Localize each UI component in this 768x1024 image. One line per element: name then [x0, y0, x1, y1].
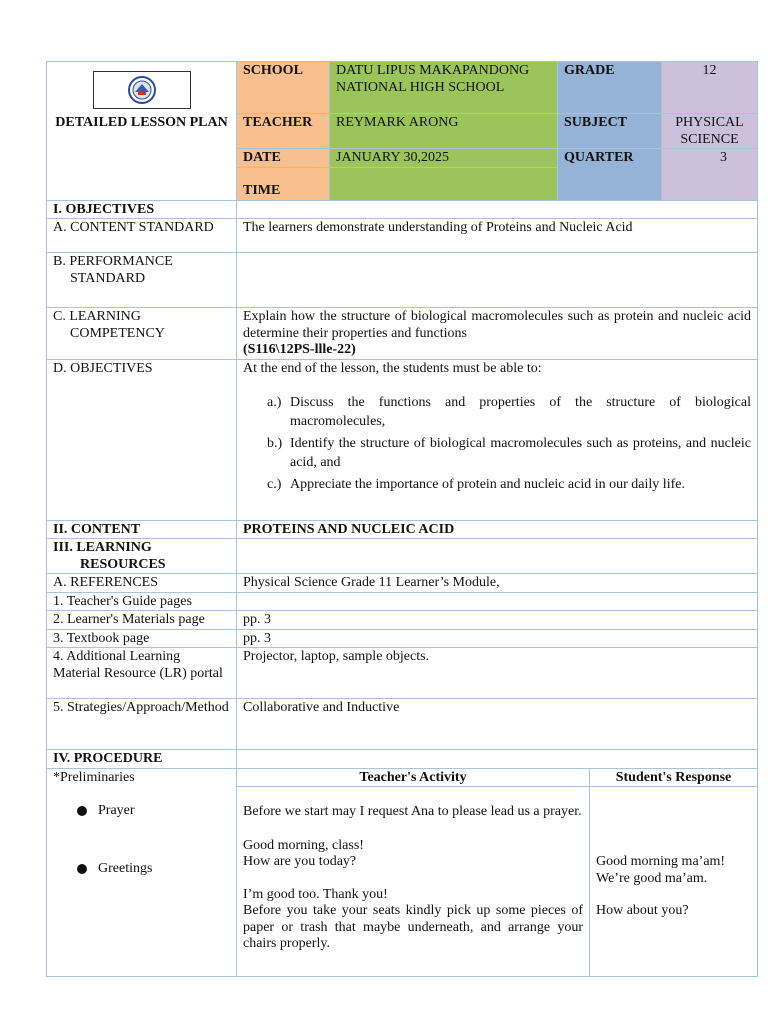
teacher-greet-1: Good morning, class!: [243, 837, 364, 853]
teacher-activity-header: Teacher's Activity: [237, 768, 590, 787]
time-label: TIME: [237, 167, 330, 200]
quarter-value: 3: [662, 149, 758, 201]
performance-standard-value: [237, 253, 758, 308]
student-greet-1: Good morning ma’am!: [596, 854, 726, 869]
content-standard-value: The learners demonstrate understanding of Proteins and Nucleic Acid: [237, 219, 758, 253]
lesson-plan-table: [46, 61, 758, 977]
teacher-activity-cell: [237, 787, 590, 977]
greetings-item: Greetings: [53, 861, 230, 878]
objectives-intro: At the end of the lesson, the students must be able to:: [243, 360, 542, 376]
subject-value: PHYSICAL SCIENCE: [662, 114, 758, 149]
teachers-guide-label: 1. Teacher's Guide pages: [47, 592, 237, 611]
teacher-greet-2: How are you today?: [243, 854, 357, 869]
lr-portal-label: 4. Additional Learning Material Resource (LR) portal: [47, 648, 237, 699]
student-response-cell: [590, 787, 758, 977]
content-value: PROTEINS AND NUCLEIC ACID: [237, 520, 758, 539]
student-greet-2: We’re good ma’am.: [596, 870, 708, 886]
preliminaries-cell: [47, 768, 237, 977]
objectives-heading-blank: [237, 200, 758, 219]
bullet-icon: [77, 864, 87, 874]
quarter-label: QUARTER: [558, 149, 662, 201]
teacher-prayer-text: Before we start may I request Ana to please lead us a prayer.: [243, 804, 582, 819]
list-item: b.) Identify the structure of biological macromolecules such as proteins, and nucleic acid, and: [267, 436, 751, 470]
student-response-header: Student's Response: [590, 768, 758, 787]
time-value: [330, 167, 558, 200]
procedure-heading: IV. PROCEDURE: [47, 750, 237, 769]
references-value: Physical Science Grade 11 Learner’s Module,: [237, 574, 758, 593]
learning-competency-value: Explain how the structure of biological macromolecules such as protein and nucleic acid determine their properties and functions (S116\12PS-llle-22): [237, 308, 758, 360]
school-value: DATU LIPUS MAKAPANDONG NATIONAL HIGH SCHOOL: [330, 62, 558, 114]
procedure-heading-blank: [237, 750, 758, 769]
lesson-plan-page: [46, 61, 757, 977]
learners-materials-value: pp. 3: [237, 611, 758, 630]
date-value: JANUARY 30,2025: [330, 149, 558, 168]
textbook-label: 3. Textbook page: [47, 629, 237, 648]
teacher-reply-2: Before you take your seats kindly pick up some pieces of paper or trash that maybe underneath, and arrange your chairs properly.: [243, 903, 583, 951]
grade-value: 12: [662, 62, 758, 114]
list-item: a.) Discuss the functions and properties of the structure of biological macromolecules,: [267, 395, 751, 429]
page-title: DETAILED LESSON PLAN: [55, 115, 228, 130]
textbook-value: pp. 3: [237, 629, 758, 648]
teacher-reply-1: I’m good too. Thank you!: [243, 886, 388, 902]
competency-code: (S116\12PS-llle-22): [243, 342, 356, 357]
objectives-label: D. OBJECTIVES: [47, 359, 237, 520]
date-label: DATE: [237, 149, 330, 168]
content-label: II. CONTENT: [47, 520, 237, 539]
objectives-list-cell: [237, 359, 758, 520]
objectives-list: [243, 393, 751, 494]
learning-competency-label: C. LEARNING COMPETENCY: [47, 308, 237, 360]
content-standard-label: A. CONTENT STANDARD: [47, 219, 237, 253]
teachers-guide-value: [237, 592, 758, 611]
seal-icon: [118, 75, 166, 105]
resources-heading-blank: [237, 539, 758, 574]
resources-heading: III. LEARNING RESOURCES: [47, 539, 237, 574]
list-item: c.) Appreciate the importance of protein and nucleic acid in our daily life.: [267, 477, 685, 492]
subject-label: SUBJECT: [558, 114, 662, 149]
learners-materials-label: 2. Learner's Materials page: [47, 611, 237, 630]
teacher-label: TEACHER: [237, 114, 330, 149]
lr-portal-value: Projector, laptop, sample objects.: [237, 648, 758, 699]
grade-label: GRADE: [558, 62, 662, 114]
header-title-cell: [47, 62, 237, 201]
objectives-heading: I. OBJECTIVES: [47, 200, 237, 219]
prayer-item: Prayer: [53, 803, 230, 820]
strategies-label: 5. Strategies/Approach/Method: [47, 699, 237, 750]
preliminaries-label: *Preliminaries: [53, 769, 135, 785]
student-reply: How about you?: [596, 903, 689, 918]
school-label: SCHOOL: [237, 62, 330, 114]
references-label: A. REFERENCES: [47, 574, 237, 593]
strategies-value: Collaborative and Inductive: [237, 699, 758, 750]
bullet-icon: [77, 806, 87, 816]
teacher-value: REYMARK ARONG: [330, 114, 558, 149]
deped-seal-logo: [93, 71, 191, 109]
performance-standard-label: B. PERFORMANCE STANDARD: [47, 253, 237, 308]
